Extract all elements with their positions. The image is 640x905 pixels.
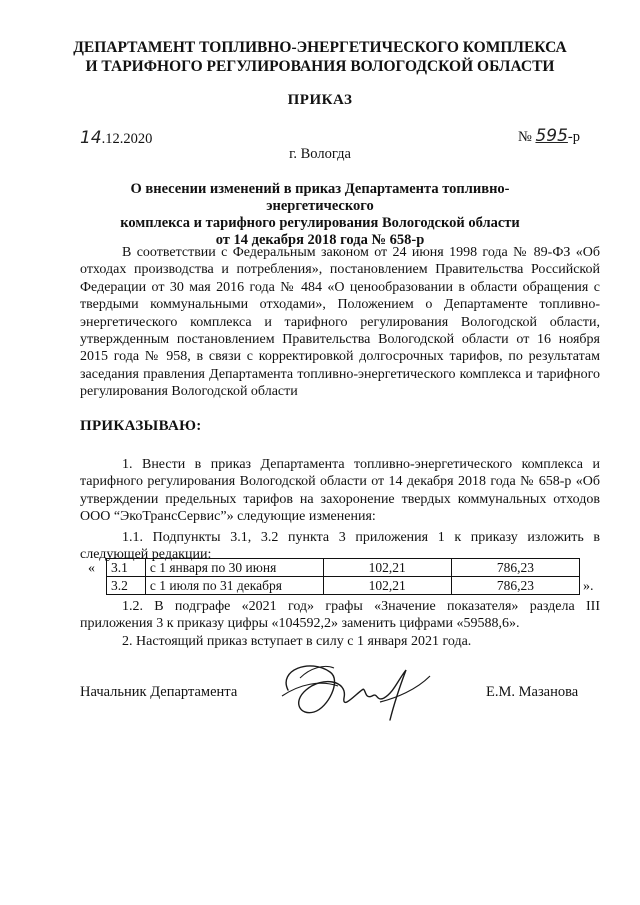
header-line-1: ДЕПАРТАМЕНТ ТОПЛИВНО-ЭНЕРГЕТИЧЕСКОГО КОМПЛЕКСА xyxy=(73,39,567,56)
department-header xyxy=(60,38,580,76)
table-row xyxy=(107,559,580,577)
row-code: 3.1 xyxy=(107,559,146,577)
item-1-2-paragraph: 1.2. В подграфе «2021 год» графы «Значение показателя» раздела III приложения 3 к приказу цифры «104592,2» заменить цифрами «59588,6». xyxy=(80,599,600,632)
row-value-2: 786,23 xyxy=(451,559,579,577)
header-line-2: И ТАРИФНОГО РЕГУЛИРОВАНИЯ ВОЛОГОДСКОЙ ОБЛАСТИ xyxy=(85,58,555,75)
date-rest: .12.2020 xyxy=(101,131,153,147)
number-prefix: № xyxy=(517,129,532,145)
handwritten-signature xyxy=(270,650,440,730)
handwritten-day: 14 xyxy=(80,128,102,148)
subject-line-2: комплекса и тарифного регулирования Вологодской области xyxy=(120,215,520,231)
item-1-paragraph: 1. Внести в приказ Департамента топливно-энергетического комплекса и тарифного регулирования Вологодской области от 14 декабря 2018 года № 658-р «Об утверждении предельных тарифов на захоронение твердых коммунальных отходов ООО “ЭкоТрансСервис”» следующие изменения: xyxy=(80,457,600,525)
row-value-1: 102,21 xyxy=(323,577,451,595)
row-period: с 1 июля по 31 декабря xyxy=(145,577,323,595)
city: г. Вологда xyxy=(289,146,351,162)
row-period: с 1 января по 30 июня xyxy=(145,559,323,577)
order-subject xyxy=(80,181,560,249)
quote-open: « xyxy=(88,561,95,576)
preamble-paragraph: В соответствии с Федеральным законом от 24 июня 1998 года № 89-ФЗ «Об отходах производства и потребления», постановлением Правительства Российской Федерации от 30 мая 2016 года № 484 «О ценообразовании в области обращения с твердыми коммунальными отходами», Положением о Департаменте топливно-энергетического комплекса и тарифного регулирования Вологодской области, утвержденным постановлением Правительства Вологодской области от 16 ноября 2015 года № 958, в связи с корректировкой долгосрочных тарифов, по результатам заседания правления Департамента топливно-энергетического комплекса и тарифного регулирования Вологодской области xyxy=(80,245,600,400)
item-1-1-paragraph: 1.1. Подпункты 3.1, 3.2 пункта 3 приложения 1 к приказу изложить в следующей редакции: xyxy=(80,530,600,563)
decree-word: ПРИКАЗЫВАЮ: xyxy=(80,418,202,434)
signatory-position: Начальник Департамента xyxy=(80,684,238,700)
item-2-paragraph: 2. Настоящий приказ вступает в силу с 1 января 2021 года. xyxy=(122,634,472,649)
signatory-name: Е.М. Мазанова xyxy=(486,684,579,700)
row-value-1: 102,21 xyxy=(323,559,451,577)
subject-line-3: от 14 декабря 2018 года № 658-р xyxy=(215,232,425,248)
order-title: ПРИКАЗ xyxy=(287,92,353,108)
quote-close: ». xyxy=(583,579,594,594)
order-date xyxy=(80,128,152,148)
subject-line-1: О внесении изменений в приказ Департамента топливно-энергетического xyxy=(130,181,510,214)
order-number xyxy=(518,126,580,146)
row-value-2: 786,23 xyxy=(451,577,579,595)
number-suffix: -р xyxy=(567,129,580,145)
tariff-table xyxy=(106,558,580,595)
table-row xyxy=(107,577,580,595)
handwritten-number: 595 xyxy=(535,126,568,146)
row-code: 3.2 xyxy=(107,577,146,595)
